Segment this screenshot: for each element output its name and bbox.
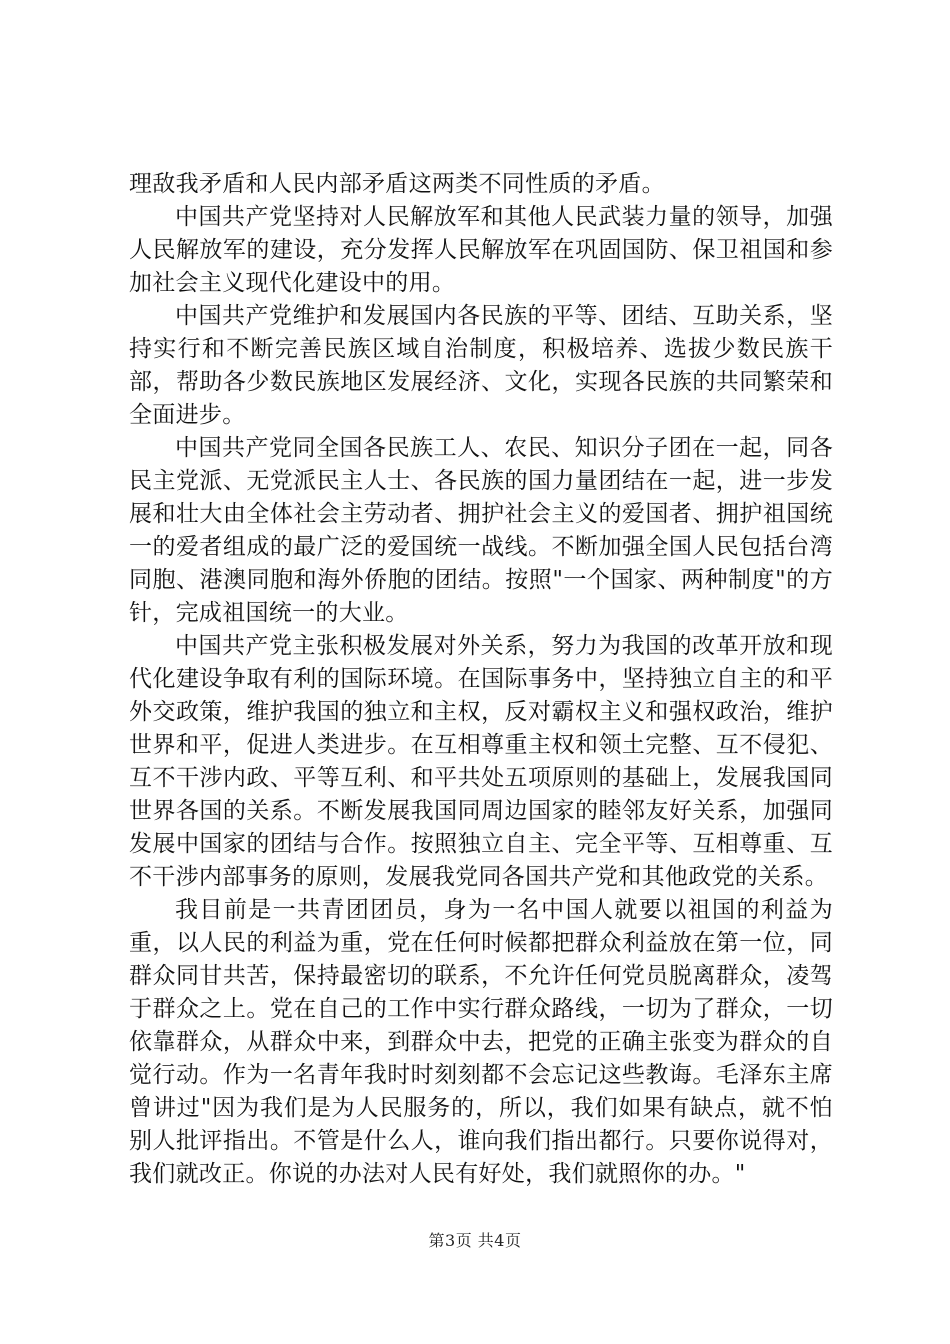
paragraph-3: 中国共产党维护和发展国内各民族的平等、团结、互助关系，坚持实行和不断完善民族区域自治制度，积极培养、选拔少数民族干部，帮助各少数民族地区发展经济、文化，实现各民族的共同繁荣和全面进步。 [129,303,833,428]
paragraph-2: 中国共产党坚持对人民解放军和其他人民武装力量的领导，加强人民解放军的建设，充分发挥人民解放军在巩固国防、保卫祖国和参加社会主义现代化建设中的用。 [129,204,833,296]
paragraph-6: 我目前是一共青团团员，身为一名中国人就要以祖国的利益为重，以人民的利益为重，党在任何时候都把群众利益放在第一位，同群众同甘共苦，保持最密切的联系，不允许任何党员脱离群众，凌驾于群众之上。党在自己的工作中实行群众路线，一切为了群众，一切依靠群众，从群众中来，到群众中去，把党的正确主张变为群众的自觉行动。作为一名青年我时时刻刻都不会忘记这些教诲。毛泽东主席曾讲过"因为我们是为人民服务的，所以，我们如果有缺点，就不怕别人批评指出。不管是什么人，谁向我们指出都行。只要你说得对，我们就改正。你说的办法对人民有好处，我们就照你的办。" [129,897,833,1187]
paragraph-1: 理敌我矛盾和人民内部矛盾这两类不同性质的矛盾。 [129,171,665,197]
paragraph-4: 中国共产党同全国各民族工人、农民、知识分子团在一起，同各民主党派、无党派民主人士、各民族的国力量团结在一起，进一步发展和壮大由全体社会主劳动者、拥护社会主义的爱国者、拥护祖国统一的爱者组成的最广泛的爱国统一战线。不断加强全国人民包括台湾同胞、港澳同胞和海外侨胞的团结。按照"一个国家、两种制度"的方针，完成祖国统一的大业。 [129,435,833,626]
paragraph-5: 中国共产党主张积极发展对外关系，努力为我国的改革开放和现代化建设争取有利的国际环境。在国际事务中，坚持独立自主的和平外交政策，维护我国的独立和主权，反对霸权主义和强权政治，维护世界和平，促进人类进步。在互相尊重主权和领土完整、互不侵犯、互不干涉内政、平等互利、和平共处五项原则的基础上，发展我国同世界各国的关系。不断发展我国同周边国家的睦邻友好关系，加强同发展中国家的团结与合作。按照独立自主、完全平等、互相尊重、互不干涉内部事务的原则，发展我党同各国共产党和其他政党的关系。 [129,633,833,890]
page-number-footer: 第3页 共4页 [428,1231,522,1250]
document-body [129,168,833,1191]
